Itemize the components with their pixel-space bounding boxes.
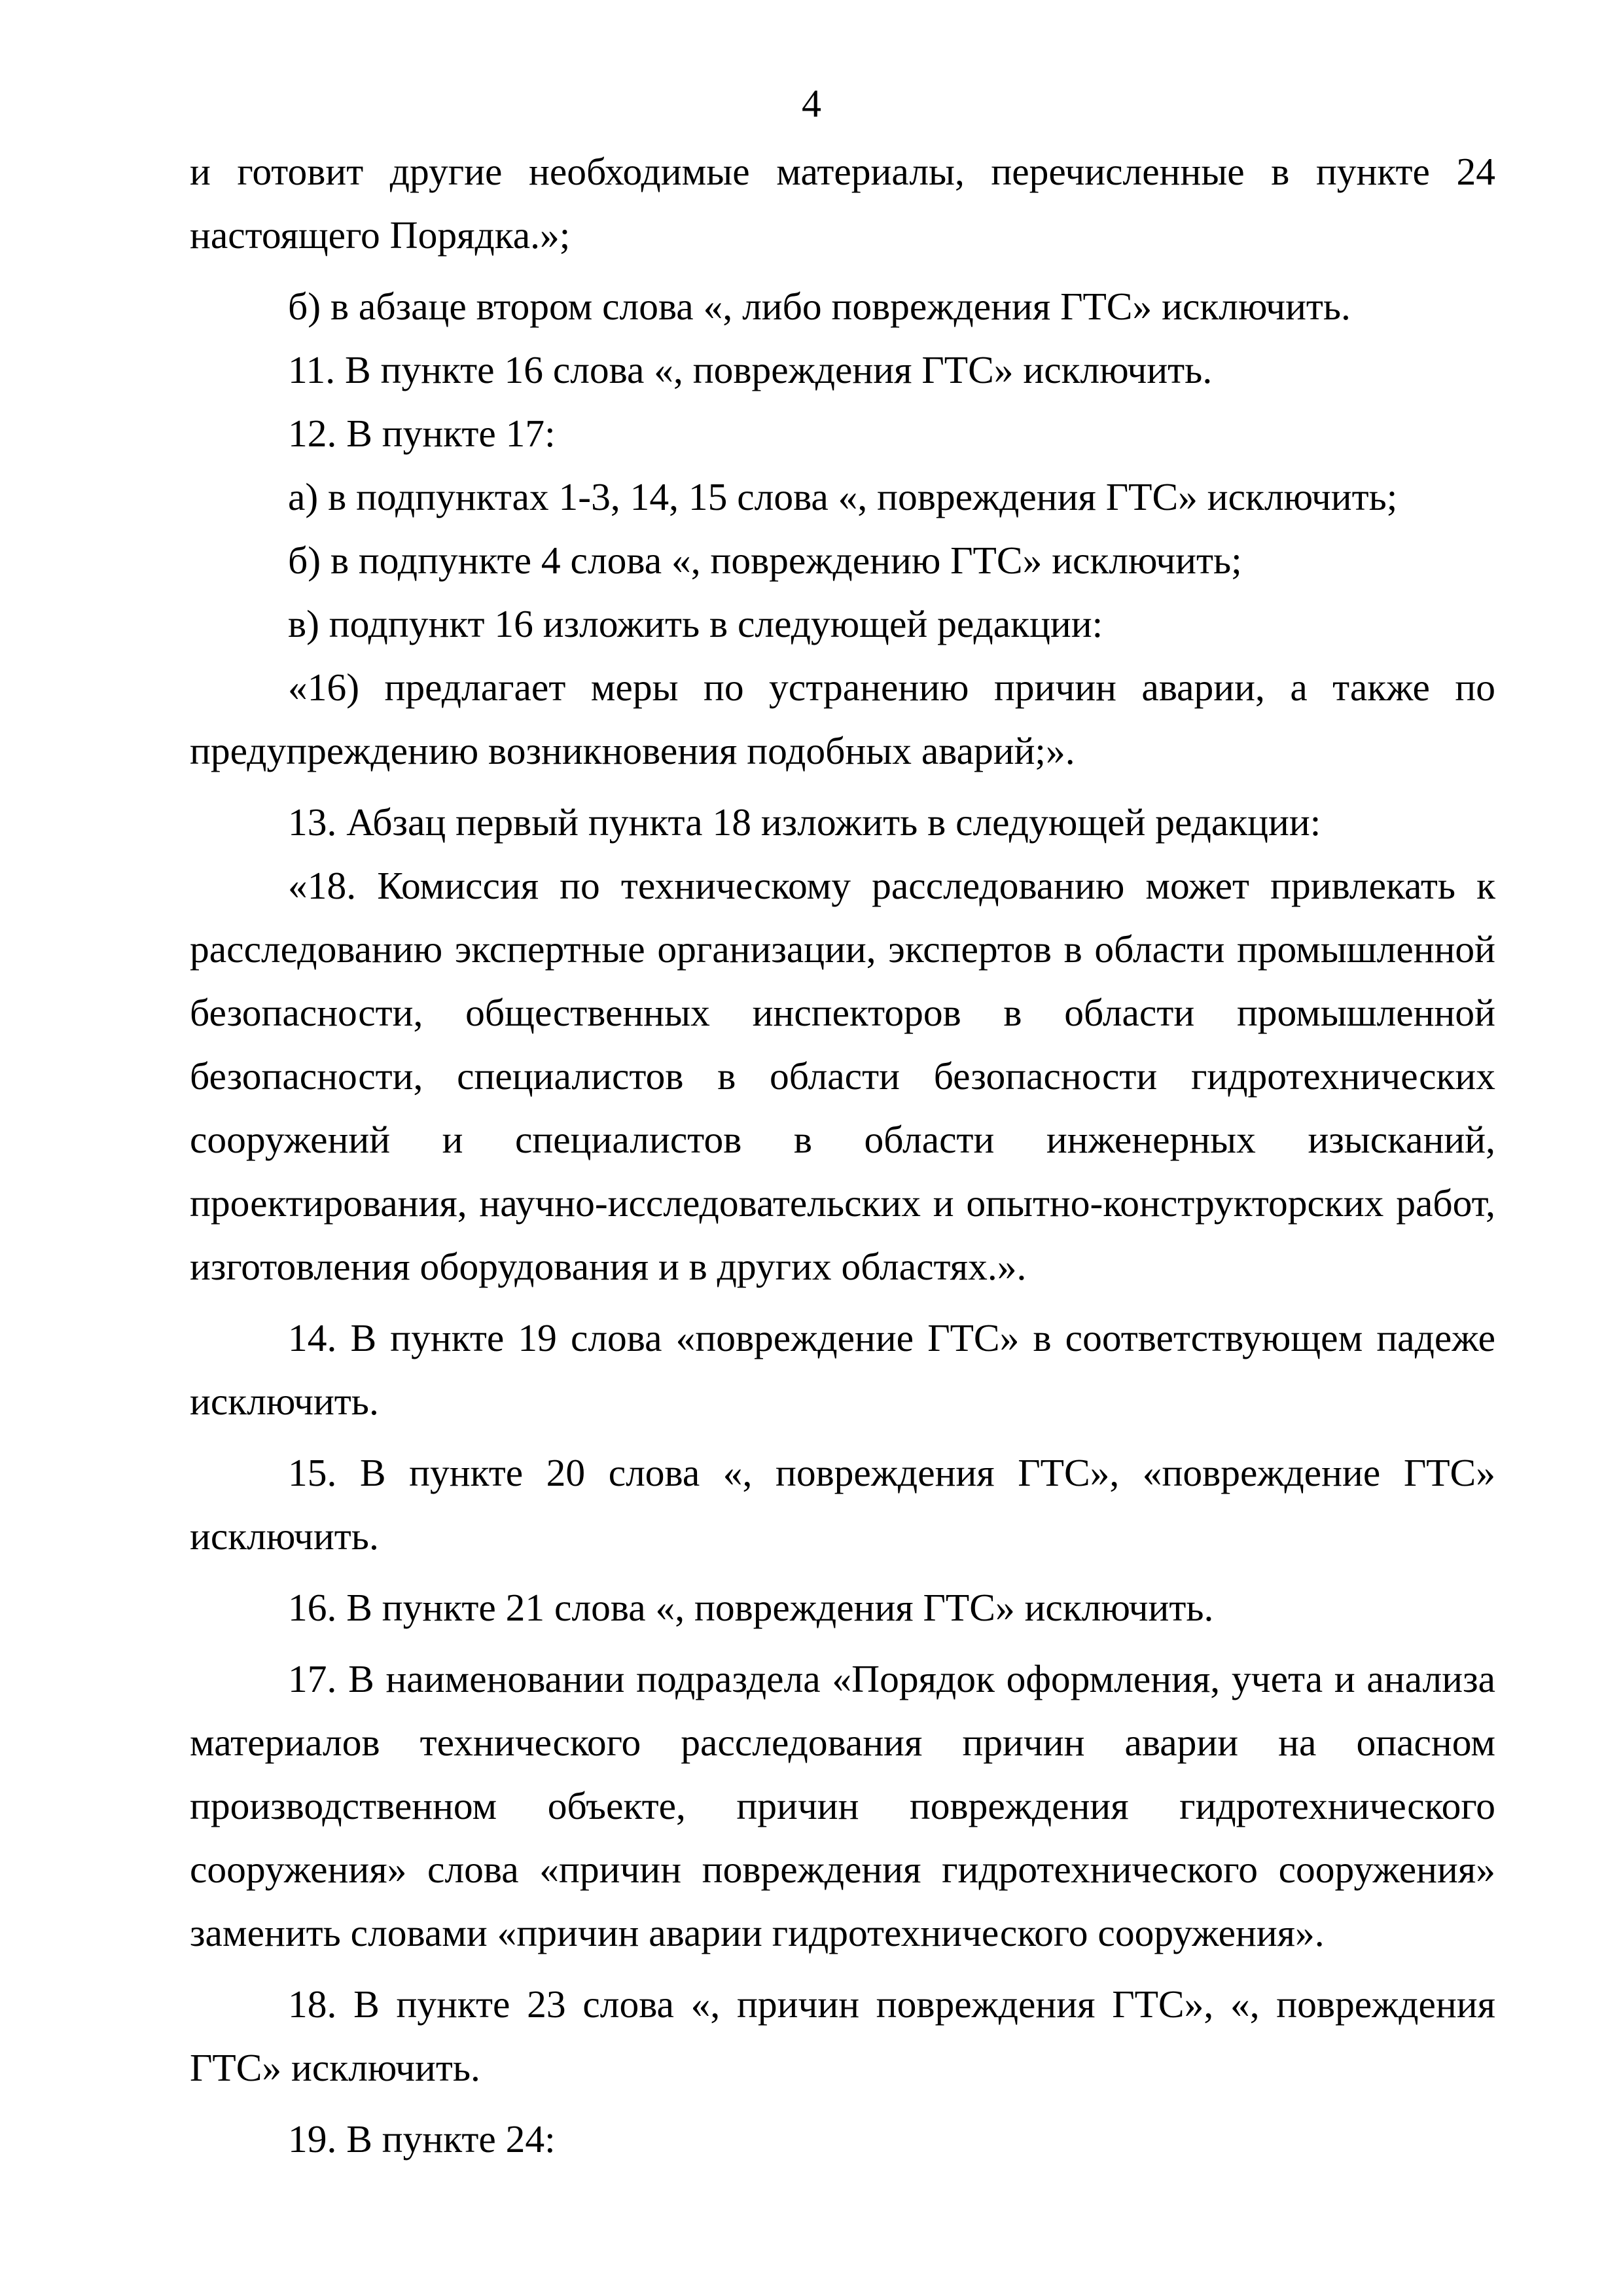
paragraph: б) в подпункте 4 слова «, повреждению ГТС» исключить; (288, 539, 1242, 582)
document-body (190, 140, 1495, 2171)
paragraph: 14. В пункте 19 слова «повреждение ГТС» в соответствующем падеже исключить. (190, 1316, 1495, 1423)
paragraph: б) в абзаце втором слова «, либо повреждения ГТС» исключить. (288, 285, 1351, 328)
paragraph: 19. В пункте 24: (288, 2117, 556, 2161)
paragraph: 13. Абзац первый пункта 18 изложить в следующей редакции: (288, 800, 1321, 844)
paragraph: «18. Комиссия по техническому расследованию может привлекать к расследованию экспертные организации, экспертов в области промышленной безопасности, общественных инспекторов в области промышленной безопасности, специалистов в области безопасности гидротехнических сооружений и специалистов в области инженерных изысканий, проектирования, научно-исследовательских и опытно-конструкторских работ, изготовления оборудования и в других областях.». (190, 864, 1495, 1288)
paragraph: а) в подпунктах 1-3, 14, 15 слова «, повреждения ГТС» исключить; (288, 475, 1398, 518)
paragraph: 11. В пункте 16 слова «, повреждения ГТС» исключить. (288, 348, 1213, 391)
page-number: 4 (802, 82, 821, 125)
paragraph: 16. В пункте 21 слова «, повреждения ГТС» исключить. (288, 1586, 1214, 1629)
paragraph: «16) предлагает меры по устранению причин аварии, а также по предупреждению возникновения подобных аварий;». (190, 666, 1495, 772)
paragraph: в) подпункт 16 изложить в следующей редакции: (288, 602, 1103, 645)
paragraph: 17. В наименовании подраздела «Порядок оформления, учета и анализа материалов технического расследования причин аварии на опасном производственном объекте, причин повреждения гидротехнического сооружения» слова «причин повреждения гидротехнического сооружения» заменить словами «причин аварии гидротехнического сооружения». (190, 1657, 1495, 1954)
paragraph: 15. В пункте 20 слова «, повреждения ГТС», «повреждение ГТС» исключить. (190, 1451, 1495, 1558)
paragraph: 18. В пункте 23 слова «, причин повреждения ГТС», «, повреждения ГТС» исключить. (190, 1982, 1495, 2089)
paragraph-continuation: и готовит другие необходимые материалы, перечисленные в пункте 24 настоящего Порядка.»; (190, 150, 1495, 257)
paragraph: 12. В пункте 17: (288, 412, 556, 455)
